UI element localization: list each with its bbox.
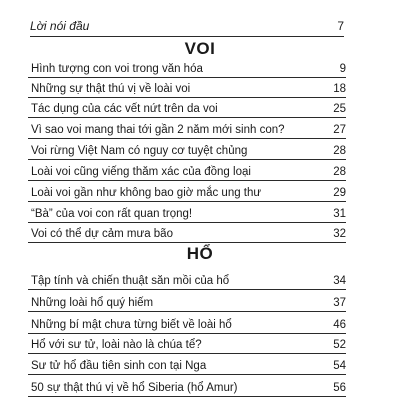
- toc-entry-page: 29: [333, 187, 346, 199]
- toc-entry: [28, 334, 346, 354]
- toc-entry-page: 32: [333, 228, 346, 240]
- toc-entry-title: Lời nói đầu: [30, 19, 90, 33]
- toc-entry: [28, 140, 346, 160]
- toc-entry-title: Hổ với sư tử, loài nào là chúa tể?: [31, 339, 202, 351]
- toc-entry: [28, 58, 346, 78]
- toc-entry-title: Vì sao voi mang thai tới gần 2 năm mới sinh con?: [31, 124, 285, 136]
- toc-entry-page: 56: [333, 382, 346, 394]
- toc-entry-page: 25: [333, 103, 346, 115]
- toc-entry-intro: [30, 4, 344, 37]
- toc-entry-page: 37: [333, 297, 346, 309]
- toc-entry: [28, 377, 346, 397]
- section-title-ho: HỔ: [186, 244, 214, 263]
- toc-entry-page: 28: [333, 166, 346, 178]
- toc-entry: [28, 292, 346, 312]
- toc-entry: [28, 119, 346, 139]
- toc-entry-title: Những sự thật thú vị về loài voi: [31, 83, 191, 95]
- toc-entry: [28, 78, 346, 98]
- toc-entry-page: 52: [333, 339, 346, 351]
- toc-entry: [28, 182, 346, 202]
- toc-entry-page: 54: [333, 360, 346, 372]
- toc-entry: [28, 314, 346, 334]
- toc-entry-page: 27: [333, 124, 346, 136]
- toc-entry-page: 31: [333, 208, 346, 220]
- toc-entry-page: 9: [339, 63, 346, 75]
- toc-entry-page: 34: [333, 275, 346, 287]
- toc-entry-title: Loài voi gần như không bao giờ mắc ung thư: [31, 187, 262, 199]
- toc-entry-page: 46: [333, 319, 346, 331]
- section-title-voi: VOI: [184, 39, 216, 58]
- toc-entry: [28, 355, 346, 375]
- toc-entry-title: Những loài hổ quý hiếm: [31, 297, 154, 309]
- toc-entry: [28, 203, 346, 223]
- toc-entry-title: Sư tử hổ đầu tiên sinh con tại Nga: [31, 360, 207, 372]
- toc-entry-title: “Bà” của voi con rất quan trọng!: [31, 208, 193, 220]
- toc-entry-title: Những bí mật chưa từng biết về loài hổ: [31, 319, 232, 331]
- toc-entry-title: Voi có thể dự cảm mưa bão: [31, 228, 173, 240]
- toc-entry-title: 50 sự thật thú vị về hổ Siberia (hổ Amur): [31, 382, 238, 394]
- toc-entry-page: 28: [333, 145, 346, 157]
- toc-entry-title: Hình tượng con voi trong văn hóa: [31, 63, 203, 75]
- toc-entry-title: Tác dụng của các vết nứt trên da voi: [31, 103, 218, 115]
- toc-entry-title: Loài voi cũng viếng thăm xác của đồng loại: [31, 166, 251, 178]
- toc-entry: [28, 161, 346, 181]
- toc-entry-title: Tập tính và chiến thuật săn mồi của hổ: [31, 275, 230, 287]
- toc-entry: [28, 98, 346, 118]
- toc-entry-page: 7: [337, 19, 344, 33]
- toc-entry: [28, 223, 346, 243]
- toc-entry: [28, 270, 346, 290]
- toc-entry-page: 18: [333, 83, 346, 95]
- toc-entry-title: Voi rừng Việt Nam có nguy cơ tuyệt chủng: [31, 145, 248, 157]
